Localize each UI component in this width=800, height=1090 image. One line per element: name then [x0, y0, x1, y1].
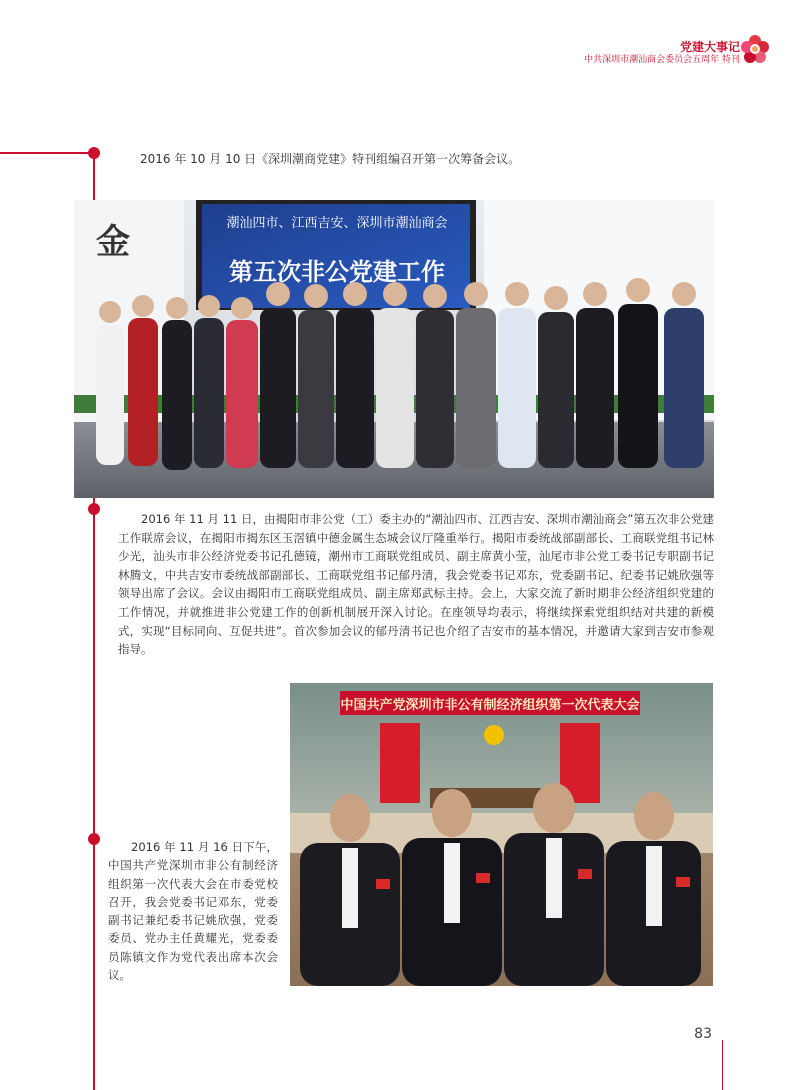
- bullet-dot: [88, 833, 100, 845]
- page-number-rule: [722, 1040, 723, 1090]
- page-header: [584, 40, 740, 66]
- bullet-dot: [88, 503, 100, 515]
- caption-main: 2016 年 11 月 11 日，由揭阳市非公党（工）委主办的“潮汕四市、江西吉安、深圳市潮汕商会”第五次非公党建工作联席会议，在揭阳市揭东区玉滘镇中德金属生态城会议厅隆重举行。揭阳市委统战部副部长、工商联党组书记林少光，汕头市非公经济党委书记孔德镜，潮州市工商联党组成员、副主席黄小莹，汕尾市非公党工委书记专职副书记林腾文，中共吉安市委统战部副部长、工商联党组书记郁丹清，我会党委书记邓东，党委副书记、纪委书记姚欣强等领导出席了会议。会议由揭阳市工商联党组成员、副主席郑武标主持。会上，大家交流了新时期非公经济组织党建的工作情况，并就推进非公党建工作的创新机制展开深入讨论。在座领导均表示，将继续探索党组织结对共建的新模式，实现“目标同向、互促共进”。首次参加会议的郁丹清书记也介绍了吉安市的基本情况，并邀请大家到吉安市参观指导。: [118, 512, 714, 657]
- screen-text-line1: 潮汕四市、江西吉安、深圳市潮汕商会: [226, 216, 448, 231]
- header-title: 党建大事记: [679, 40, 740, 54]
- group-photo: [74, 200, 714, 498]
- wall-character: 金: [96, 222, 130, 262]
- screen-text-line2: 第五次非公党建工作: [229, 258, 445, 286]
- caption-bottom: 2016 年 11 月 16 日下午，中国共产党深圳市非公有制经济组织第一次代表大会在市委党校召开，我会党委书记邓东，党委副书记兼纪委书记姚欣强，党委委员、党办主任黄耀光，党委委员陈镇文作为党代表出席本次会议。: [108, 840, 278, 983]
- top-rule: [0, 152, 93, 154]
- congress-banner: 中国共产党深圳市非公有制经济组织第一次代表大会: [340, 698, 640, 713]
- page-number: 83: [694, 1026, 712, 1042]
- caption-top: 2016 年 10 月 10 日《深圳潮商党建》特刊组编召开第一次筹备会议。: [140, 152, 521, 166]
- congress-photo: [290, 683, 713, 986]
- bullet-dot: [88, 147, 100, 159]
- flower-logo-icon: [740, 34, 770, 64]
- header-subtitle: 中共深圳市潮汕商会委员会五周年 特刊: [584, 55, 740, 65]
